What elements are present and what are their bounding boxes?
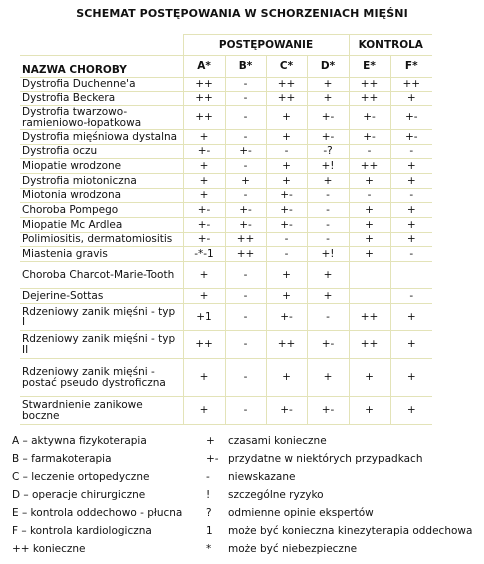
cell-e: + [349, 203, 390, 218]
cell-b: - [225, 189, 266, 203]
cell-b: - [225, 78, 266, 92]
cell-b: - [225, 130, 266, 145]
cell-a: ++ [183, 106, 225, 130]
cell-f [390, 262, 432, 289]
legend-item: ++ konieczne [12, 543, 86, 555]
disease-name: Dejerine-Sottas [20, 289, 183, 304]
legend-description: może być konieczna kinezyterapia oddechowa [228, 525, 473, 537]
cell-e: ++ [349, 78, 390, 92]
cell-e: ++ [349, 304, 390, 331]
cell-c: + [266, 359, 307, 397]
cell-e: + [349, 359, 390, 397]
cell-b: + [225, 174, 266, 189]
table-row [20, 92, 432, 106]
column-header-f: F* [390, 56, 432, 78]
cell-f: + [390, 174, 432, 189]
column-header-c: C* [266, 56, 307, 78]
table-row [20, 189, 432, 203]
legend-symbol: - [206, 471, 210, 483]
cell-a: + [183, 159, 225, 174]
cell-a: ++ [183, 92, 225, 106]
cell-e: +- [349, 130, 390, 145]
page-title: SCHEMAT POSTĘPOWANIA W SCHORZENIACH MIĘŚNI [76, 7, 408, 20]
cell-f: - [390, 289, 432, 304]
cell-b: +- [225, 145, 266, 159]
disease-name: Dystrofia mięśniowa dystalna [20, 130, 183, 145]
cell-a: + [183, 397, 225, 425]
cell-e: + [349, 233, 390, 247]
cell-e: + [349, 174, 390, 189]
cell-d: - [307, 233, 349, 247]
cell-f: + [390, 331, 432, 359]
cell-d: - [307, 203, 349, 218]
cell-b: - [225, 262, 266, 289]
disease-name: Miopatie wrodzone [20, 159, 183, 174]
legend-symbol: +- [206, 453, 219, 465]
disease-name: Dystrofia twarzowo-ramieniowo-łopatkowa [20, 106, 183, 130]
table-row [20, 289, 432, 304]
cell-f: +- [390, 106, 432, 130]
legend-item: C – leczenie ortopedyczne [12, 471, 150, 483]
cell-f: + [390, 218, 432, 233]
legend-item: E – kontrola oddechowo - płucna [12, 507, 183, 519]
cell-d: -? [307, 145, 349, 159]
cell-d: - [307, 218, 349, 233]
cell-b: - [225, 397, 266, 425]
legend-item: F – kontrola kardiologiczna [12, 525, 152, 537]
cell-c: +- [266, 203, 307, 218]
cell-a: +1 [183, 304, 225, 331]
table-row [20, 304, 432, 331]
table-row [20, 203, 432, 218]
legend-description: może być niebezpieczne [228, 543, 358, 555]
legend-symbol: 1 [206, 525, 213, 537]
disease-name: Polimiositis, dermatomiositis [20, 233, 183, 247]
cell-e: + [349, 218, 390, 233]
cell-f: + [390, 233, 432, 247]
disease-name: Dystrofia Beckera [20, 92, 183, 106]
header-blank [20, 35, 183, 56]
disease-name: Choroba Charcot-Marie-Tooth [20, 262, 183, 289]
cell-a: ++ [183, 78, 225, 92]
cell-d: + [307, 359, 349, 397]
header-disease-name: NAZWA CHOROBY [20, 56, 183, 78]
cell-c: + [266, 130, 307, 145]
cell-a: +- [183, 203, 225, 218]
cell-c: + [266, 262, 307, 289]
cell-c: ++ [266, 92, 307, 106]
cell-e: + [349, 247, 390, 262]
cell-a: +- [183, 145, 225, 159]
cell-c: + [266, 159, 307, 174]
cell-f: + [390, 159, 432, 174]
cell-d: - [307, 304, 349, 331]
cell-c: - [266, 145, 307, 159]
table-row [20, 397, 432, 425]
disease-name: Dystrofia miotoniczna [20, 174, 183, 189]
disease-name: Dystrofia oczu [20, 145, 183, 159]
cell-d: +- [307, 331, 349, 359]
cell-b: - [225, 331, 266, 359]
cell-d: +! [307, 159, 349, 174]
table-body [20, 78, 432, 425]
cell-b: - [225, 106, 266, 130]
cell-d: + [307, 92, 349, 106]
cell-e: +- [349, 106, 390, 130]
cell-d: + [307, 262, 349, 289]
cell-b: ++ [225, 233, 266, 247]
table-row [20, 262, 432, 289]
cell-a: + [183, 130, 225, 145]
column-header-a: A* [183, 56, 225, 78]
cell-c: ++ [266, 78, 307, 92]
cell-a: +- [183, 233, 225, 247]
cell-f: - [390, 247, 432, 262]
cell-d: - [307, 189, 349, 203]
table-row [20, 331, 432, 359]
cell-d: + [307, 174, 349, 189]
cell-b: ++ [225, 247, 266, 262]
column-header-e: E* [349, 56, 390, 78]
cell-f: +- [390, 130, 432, 145]
legend-description: przydatne w niektórych przypadkach [228, 453, 423, 465]
cell-d: +- [307, 106, 349, 130]
table-row [20, 247, 432, 262]
cell-b: +- [225, 203, 266, 218]
cell-d: + [307, 78, 349, 92]
cell-a: + [183, 359, 225, 397]
cell-e: + [349, 397, 390, 425]
cell-f: + [390, 203, 432, 218]
cell-a: + [183, 289, 225, 304]
cell-f: + [390, 359, 432, 397]
cell-b: - [225, 159, 266, 174]
cell-d: +- [307, 397, 349, 425]
disease-name: Dystrofia Duchenne'a [20, 78, 183, 92]
legend-item: A – aktywna fizykoterapia [12, 435, 147, 447]
cell-f: + [390, 397, 432, 425]
cell-c: +- [266, 218, 307, 233]
legend-symbol: * [206, 543, 212, 555]
cell-f: - [390, 145, 432, 159]
cell-e: - [349, 189, 390, 203]
legend-description: czasami konieczne [228, 435, 327, 447]
cell-a: + [183, 174, 225, 189]
table-row [20, 78, 432, 92]
cell-b: +- [225, 218, 266, 233]
disease-name: Stwardnienie zanikowe boczne [20, 397, 183, 425]
legend-symbol: + [206, 435, 215, 447]
cell-c: - [266, 233, 307, 247]
cell-e [349, 289, 390, 304]
legend-item: B – farmakoterapia [12, 453, 112, 465]
cell-c: + [266, 289, 307, 304]
cell-f: + [390, 92, 432, 106]
disease-name: Miastenia gravis [20, 247, 183, 262]
table-row [20, 233, 432, 247]
disease-name: Miopatie Mc Ardlea [20, 218, 183, 233]
cell-d: + [307, 289, 349, 304]
cell-c: + [266, 174, 307, 189]
cell-b: - [225, 92, 266, 106]
table-row [20, 159, 432, 174]
cell-e [349, 262, 390, 289]
cell-d: +- [307, 130, 349, 145]
cell-c: - [266, 247, 307, 262]
disease-name: Rdzeniowy zanik mięśni - typ II [20, 331, 183, 359]
cell-c: +- [266, 189, 307, 203]
cell-c: ++ [266, 331, 307, 359]
header-postepowanie: POSTĘPOWANIE [183, 35, 349, 56]
header-kontrola: KONTROLA [349, 35, 432, 56]
cell-a: + [183, 189, 225, 203]
cell-f: - [390, 189, 432, 203]
legend-symbol: ? [206, 507, 212, 519]
table-row [20, 359, 432, 397]
disease-name: Rdzeniowy zanik mięśni - typ I [20, 304, 183, 331]
table-row [20, 174, 432, 189]
legend-symbol: ! [206, 489, 211, 501]
cell-b: - [225, 304, 266, 331]
legend-description: szczególne ryzyko [228, 489, 324, 501]
cell-f: ++ [390, 78, 432, 92]
cell-d: +! [307, 247, 349, 262]
cell-e: ++ [349, 159, 390, 174]
cell-b: - [225, 289, 266, 304]
cell-a: + [183, 262, 225, 289]
legend-description: odmienne opinie ekspertów [228, 507, 374, 519]
legend-description: niewskazane [228, 471, 296, 483]
cell-b: - [225, 359, 266, 397]
table-row [20, 218, 432, 233]
legend-item: D – operacje chirurgiczne [12, 489, 146, 501]
cell-a: ++ [183, 331, 225, 359]
disease-name: Miotonia wrodzona [20, 189, 183, 203]
cell-e: ++ [349, 331, 390, 359]
table-row [20, 145, 432, 159]
cell-c: +- [266, 397, 307, 425]
cell-c: +- [266, 304, 307, 331]
cell-e: ++ [349, 92, 390, 106]
table-row [20, 106, 432, 130]
cell-c: + [266, 106, 307, 130]
column-header-b: B* [225, 56, 266, 78]
table-row [20, 130, 432, 145]
cell-a: +- [183, 218, 225, 233]
cell-e: - [349, 145, 390, 159]
treatment-table [20, 34, 432, 425]
disease-name: Rdzeniowy zanik mięśni - postać pseudo dystroficzna [20, 359, 183, 397]
cell-a: -*-1 [183, 247, 225, 262]
column-header-d: D* [307, 56, 349, 78]
cell-f: + [390, 304, 432, 331]
disease-name: Choroba Pompego [20, 203, 183, 218]
